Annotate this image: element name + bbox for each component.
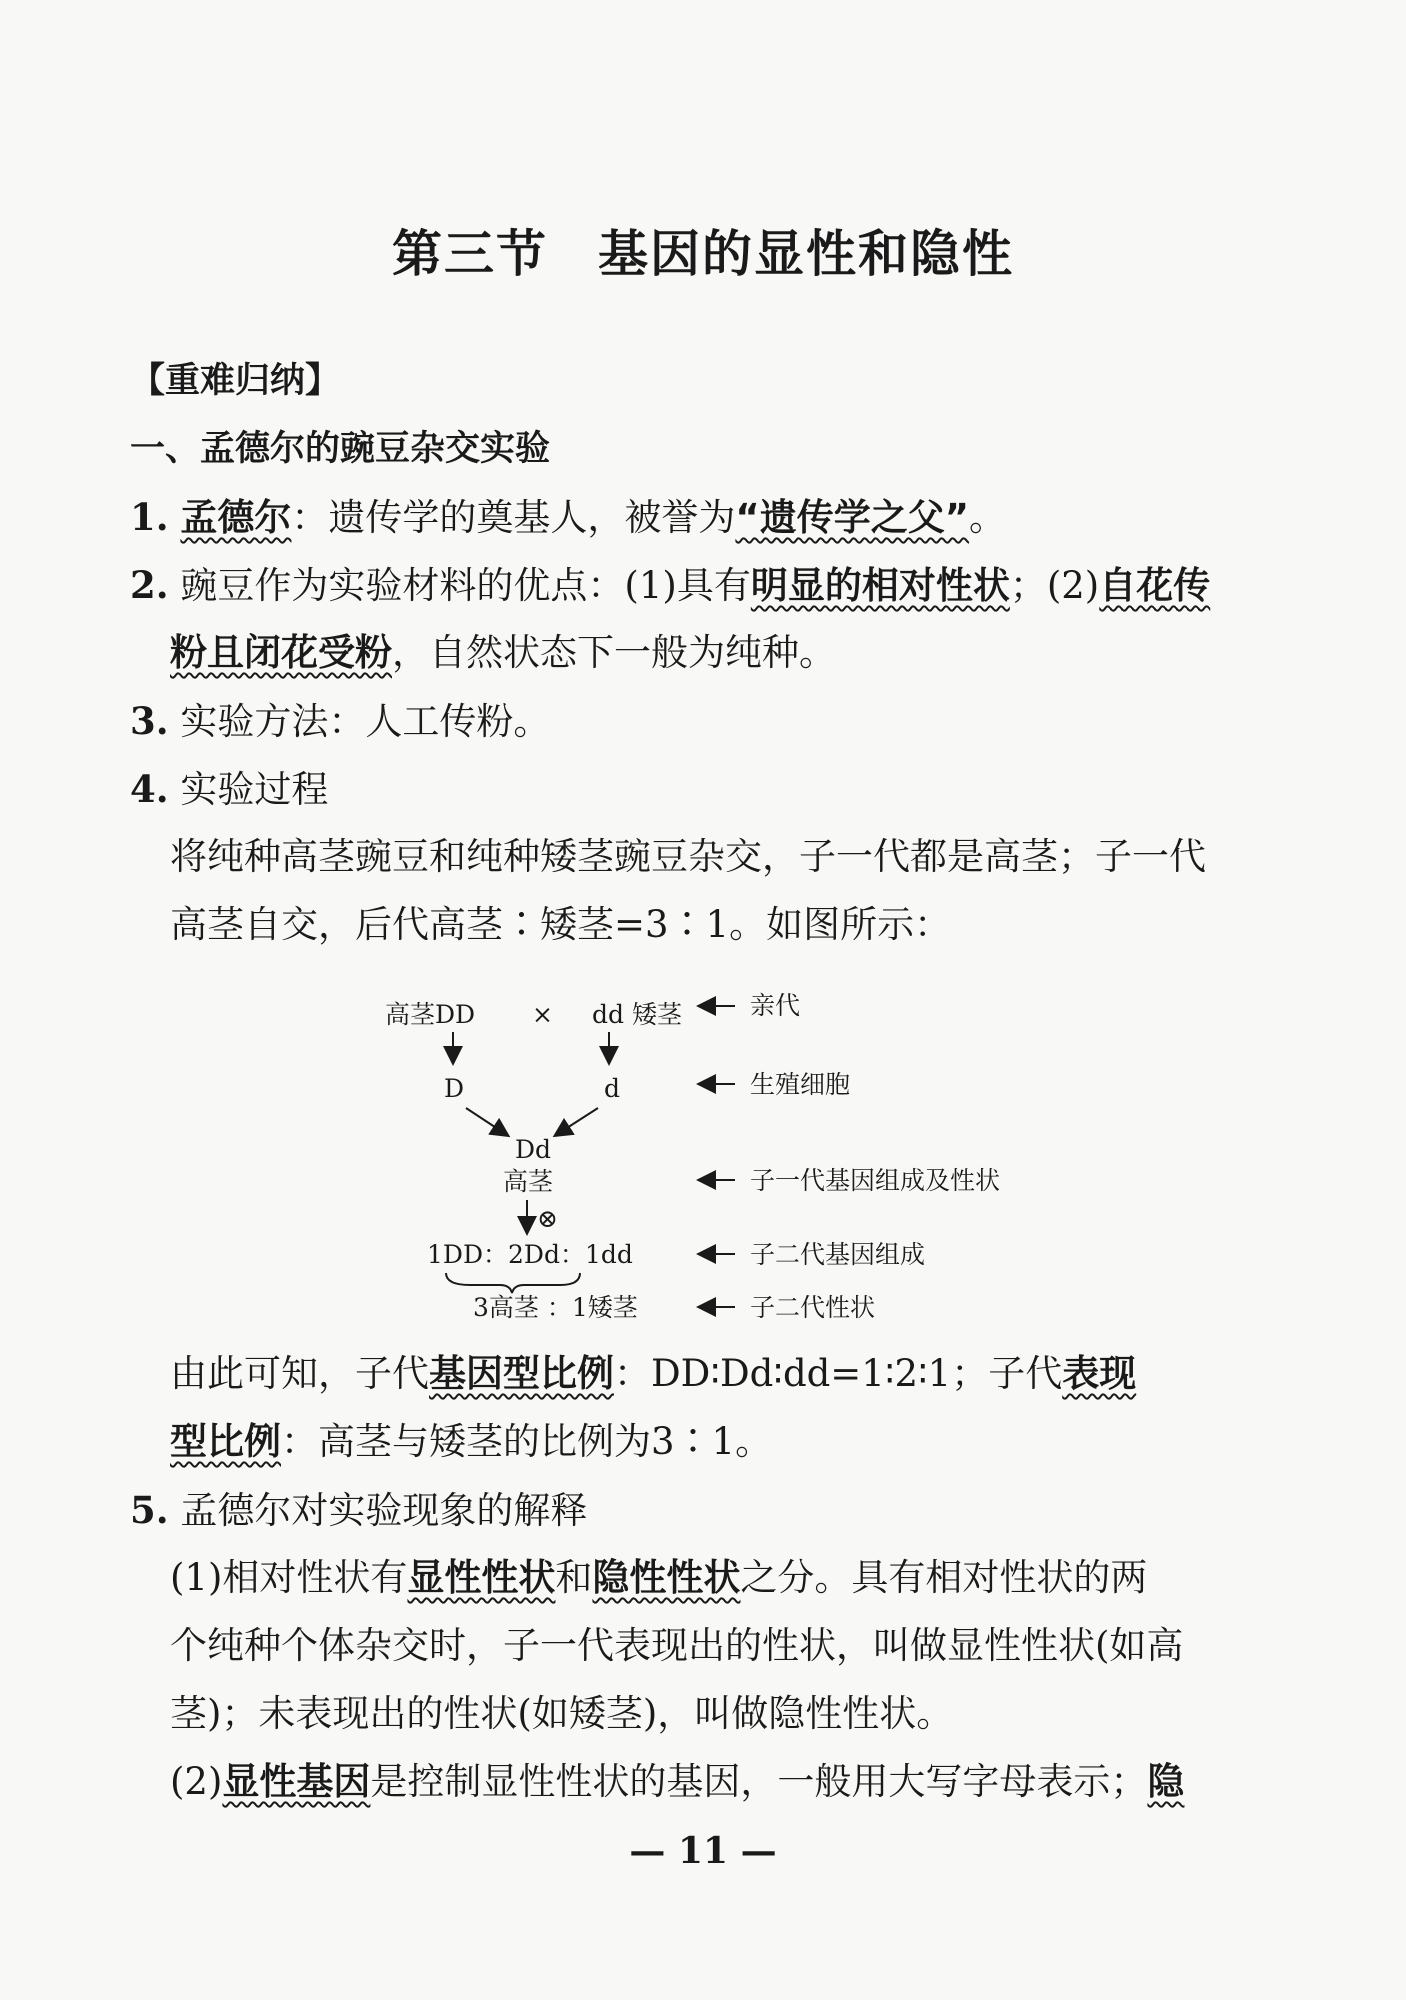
item-5-sub-1-line-3: 茎)；未表现出的性状(如矮茎)，叫做隐性性状。 [170, 1692, 954, 1735]
item-4-paragraph-line-1: 将纯种高茎豌豆和纯种矮茎豌豆杂交，子一代都是高茎；子一代 [170, 835, 1206, 878]
text: ：遗传学的奠基人，被誉为 [291, 496, 736, 539]
text: 。 [969, 496, 1007, 539]
gamete-D: D [444, 1074, 465, 1103]
item-5-sub-1-line-2: 个纯种个体杂交时，子一代表现出的性状，叫做显性性状(如高 [170, 1624, 1184, 1667]
f2-traits: 3高茎 ：1矮茎 [473, 1293, 638, 1322]
keyword: 显性基因 [222, 1760, 371, 1803]
text: 豌豆作为实验材料的优点：(1)具有 [180, 564, 751, 607]
text: (1)相对性状有 [170, 1556, 408, 1599]
keyword: 孟德尔 [180, 496, 292, 539]
parent-short-label: dd 矮茎 [592, 1000, 682, 1029]
label-f2-trait: 子二代性状 [750, 1293, 876, 1322]
arrow-gamete-left-to-f1 [466, 1108, 507, 1135]
text: ，自然状态下一般为纯种。 [392, 631, 836, 674]
text: 实验过程 [180, 768, 329, 811]
text: 实验方法：人工传粉。 [180, 700, 551, 743]
heading-mendel-experiment: 一、孟德尔的豌豆杂交实验 [130, 429, 551, 469]
text: ；(2) [1009, 564, 1100, 607]
brace [446, 1273, 580, 1293]
item-5 [130, 1488, 587, 1533]
label-f1: 子一代基因组成及性状 [750, 1166, 1001, 1195]
item-5-sub-2-line-1 [170, 1760, 1184, 1804]
page-number: — 11 — [629, 1830, 777, 1872]
item-number: 2. [130, 563, 169, 607]
text: 是控制显性性状的基因，一般用大写字母表示； [370, 1760, 1148, 1803]
keyword: 隐 [1147, 1760, 1185, 1803]
text: ：高茎与矮茎的比例为3∶1。 [281, 1420, 773, 1463]
f1-genotype: Dd [515, 1135, 552, 1164]
keyword: 显性性状 [407, 1556, 556, 1599]
keyword: 自花传 [1099, 564, 1211, 607]
text: 由此可知，子代 [170, 1352, 429, 1395]
f2-genotypes: 1DD：2Dd：1dd [427, 1240, 633, 1269]
keyword: “遗传学之父” [735, 496, 970, 539]
parent-tall-label: 高茎DD [385, 1000, 476, 1029]
conclusion-line-2 [170, 1420, 772, 1464]
label-f2-genotype: 子二代基因组成 [750, 1240, 926, 1269]
item-number: 4. [130, 767, 169, 811]
title-section-number: 第三节 [392, 225, 548, 283]
label-gametes: 生殖细胞 [750, 1070, 851, 1099]
item-number: 5. [130, 1488, 169, 1532]
conclusion-line-1 [170, 1352, 1136, 1396]
arrow-gamete-right-to-f1 [556, 1108, 598, 1135]
keyword: 明显的相对性状 [750, 564, 1010, 607]
selfing-symbol: ⊗ [537, 1204, 558, 1233]
gamete-d: d [604, 1074, 621, 1103]
text: (2) [170, 1760, 223, 1803]
keyword: 型比例 [170, 1420, 281, 1463]
keyword: 粉且闭花受粉 [170, 631, 392, 674]
text: ：DD∶Dd∶dd=1∶2∶1；子代 [614, 1352, 1063, 1395]
f1-trait: 高茎 [503, 1167, 554, 1196]
text: 孟德尔对实验现象的解释 [180, 1489, 588, 1532]
cross-symbol: × [532, 1000, 553, 1029]
title-topic: 基因的显性和隐性 [598, 225, 1014, 283]
text: 和 [555, 1556, 593, 1599]
keyword: 基因型比例 [429, 1352, 614, 1395]
item-number: 3. [130, 699, 169, 743]
item-number: 1. [130, 495, 169, 539]
keyword: 隐性性状 [592, 1556, 741, 1599]
keyword: 表现 [1062, 1352, 1137, 1395]
section-label: 【重难归纳】 [130, 361, 341, 401]
label-parents: 亲代 [750, 991, 801, 1020]
item-4-paragraph-line-2: 高茎自交，后代高茎∶矮茎=3∶1。如图所示： [170, 903, 952, 946]
text: 之分。具有相对性状的两 [740, 1556, 1148, 1599]
item-5-sub-1-line-1 [170, 1556, 1147, 1600]
